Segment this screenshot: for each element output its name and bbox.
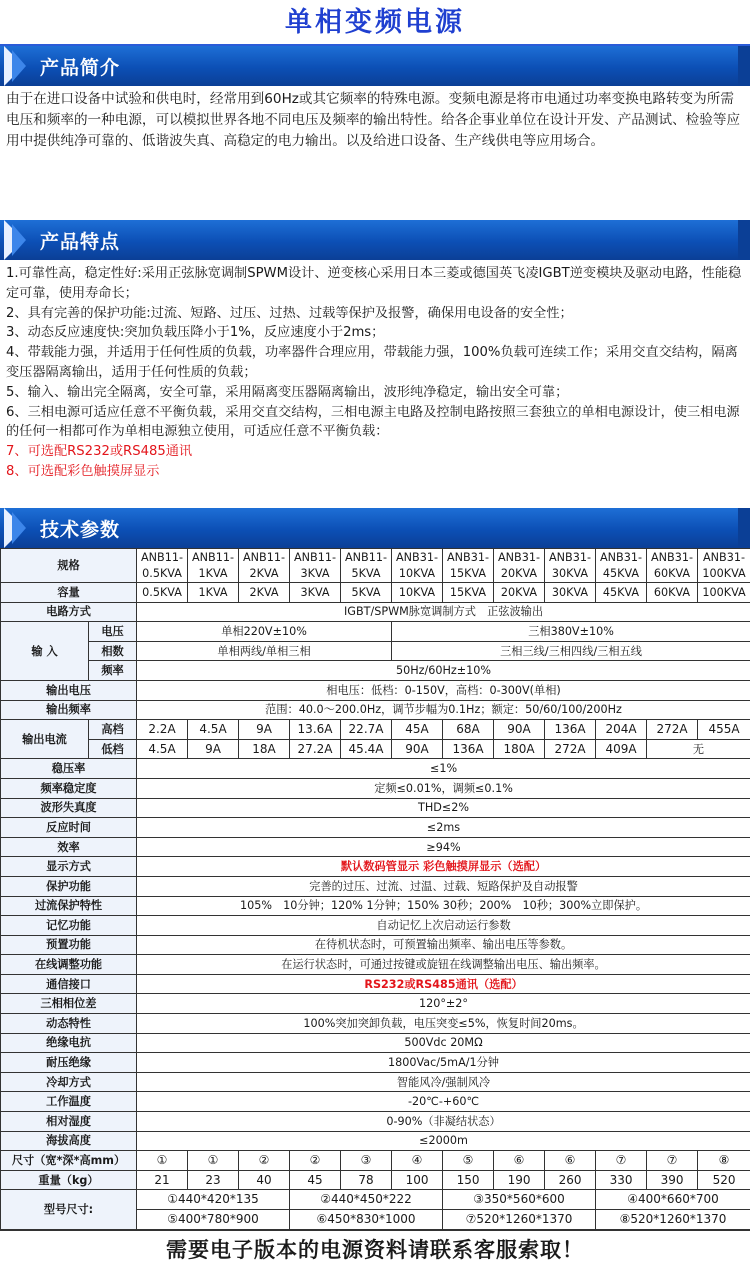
row-label: 海拔高度 <box>1 1131 137 1151</box>
current-cell: 45A <box>392 720 443 740</box>
table-row <box>1 1170 750 1190</box>
current-cell: 2.2A <box>137 720 188 740</box>
table-row <box>1 622 750 642</box>
current-cell: 90A <box>494 720 545 740</box>
row-label: 反应时间 <box>1 818 137 838</box>
size-code-cell: ⑥ <box>545 1151 596 1171</box>
row-label: 记忆功能 <box>1 916 137 936</box>
size-code-cell: ① <box>137 1151 188 1171</box>
row-label: 效率 <box>1 837 137 857</box>
row-label: 规格 <box>1 549 137 583</box>
current-cell: 272A <box>647 720 698 740</box>
section-title: 产品简介 <box>40 53 120 80</box>
row-label: 相对湿度 <box>1 1112 137 1132</box>
capacity-cell: 10KVA <box>392 583 443 603</box>
weight-cell: 100 <box>392 1170 443 1190</box>
current-cell: 136A <box>545 720 596 740</box>
capacity-cell: 1KVA <box>188 583 239 603</box>
capacity-cell: 5KVA <box>341 583 392 603</box>
model-cell: ANB31-15KVA <box>443 549 494 583</box>
table-row <box>1 935 750 955</box>
table-row <box>1 896 750 916</box>
value-cell: 在运行状态时，可通过按键或旋钮在线调整输出电压、输出频率。 <box>137 955 750 975</box>
row-label: 冷却方式 <box>1 1072 137 1092</box>
current-cell: 4.5A <box>188 720 239 740</box>
size-code-cell: ④ <box>392 1151 443 1171</box>
weight-cell: 260 <box>545 1170 596 1190</box>
table-row <box>1 916 750 936</box>
table-row <box>1 1112 750 1132</box>
sub-label: 高档 <box>89 720 137 740</box>
value-cell: 默认数码管显示 彩色触摸屏显示（选配） <box>137 857 750 877</box>
current-cell: 409A <box>596 739 647 759</box>
capacity-cell: 30KVA <box>545 583 596 603</box>
table-row <box>1 1014 750 1034</box>
model-cell: ANB31-20KVA <box>494 549 545 583</box>
row-label: 波形失真度 <box>1 798 137 818</box>
value-cell: 100%突加突卸负载，电压突变≤5%，恢复时间20ms。 <box>137 1014 750 1034</box>
model-cell: ANB31-100KVA <box>698 549 750 583</box>
value-cell: IGBT/SPWM脉宽调制方式 正弦波输出 <box>137 602 750 622</box>
value-cell: ≥94% <box>137 837 750 857</box>
value-cell: 自动记忆上次启动运行参数 <box>137 916 750 936</box>
intro-text: 由于在进口设备中试验和供电时，经常用到60Hz或其它频率的特殊电源。变频电源是将市电通过功率变换电路转变为所需电压和频率的一种电源，可以模拟世界各地不同电压及频率的输出特性。给各企事业单位在设计开发、产品测试、检验等应用中提供纯净可靠的、低谐波失真、高稳定的电力输出。以及给进口设备、生产线供电等应用场合。 <box>0 86 750 220</box>
row-label: 输出电压 <box>1 680 137 700</box>
dimension-cell: ④400*660*700 <box>596 1190 750 1210</box>
row-label: 预置功能 <box>1 935 137 955</box>
section-title: 产品特点 <box>40 227 120 254</box>
row-label: 三相相位差 <box>1 994 137 1014</box>
value-cell: 智能风冷/强制风冷 <box>137 1072 750 1092</box>
size-code-cell: ⑥ <box>494 1151 545 1171</box>
table-row <box>1 739 750 759</box>
feature-item-optional: 7、可选配RS232或RS485通讯 <box>6 442 742 462</box>
features-list <box>0 260 750 508</box>
table-row <box>1 994 750 1014</box>
table-row <box>1 583 750 603</box>
size-code-cell: ② <box>239 1151 290 1171</box>
feature-item: 2、具有完善的保护功能:过流、短路、过压、过热、过载等保护及报警，确保用电设备的安全性； <box>6 304 742 324</box>
capacity-cell: 15KVA <box>443 583 494 603</box>
model-cell: ANB31-45KVA <box>596 549 647 583</box>
size-code-cell: ② <box>290 1151 341 1171</box>
chevron-right-icon <box>12 512 26 544</box>
value-cell: 0-90%（非凝结状态） <box>137 1112 750 1132</box>
capacity-cell: 2KVA <box>239 583 290 603</box>
value-cell: 单相两线/单相三相 <box>137 641 392 661</box>
section-header-spec <box>0 508 750 548</box>
page-title: 单相变频电源 <box>0 0 750 46</box>
row-label: 频率稳定度 <box>1 778 137 798</box>
row-label: 显示方式 <box>1 857 137 877</box>
row-label: 尺寸（宽*深*高mm） <box>1 1151 137 1171</box>
current-cell: 90A <box>392 739 443 759</box>
value-cell: 完善的过压、过流、过温、过载、短路保护及自动报警 <box>137 876 750 896</box>
size-code-cell: ③ <box>341 1151 392 1171</box>
row-label: 稳压率 <box>1 759 137 779</box>
dimension-cell: ③350*560*600 <box>443 1190 596 1210</box>
current-cell: 27.2A <box>290 739 341 759</box>
table-row <box>1 857 750 877</box>
current-cell: 272A <box>545 739 596 759</box>
table-row <box>1 1053 750 1073</box>
dimension-cell: ⑧520*1260*1370 <box>596 1210 750 1230</box>
row-label: 过流保护特性 <box>1 896 137 916</box>
current-cell: 9A <box>239 720 290 740</box>
current-cell: 45.4A <box>341 739 392 759</box>
table-row <box>1 798 750 818</box>
value-cell: 50Hz/60Hz±10% <box>137 661 750 681</box>
table-row <box>1 1151 750 1171</box>
weight-cell: 45 <box>290 1170 341 1190</box>
row-label: 通信接口 <box>1 974 137 994</box>
value-cell: 相电压：低档：0-150V，高档：0-300V(单相) <box>137 680 750 700</box>
model-cell: ANB11-1KVA <box>188 549 239 583</box>
table-row <box>1 759 750 779</box>
weight-cell: 190 <box>494 1170 545 1190</box>
weight-cell: 23 <box>188 1170 239 1190</box>
capacity-cell: 20KVA <box>494 583 545 603</box>
table-row <box>1 1190 750 1210</box>
table-row <box>1 661 750 681</box>
value-cell: 单相220V±10% <box>137 622 392 642</box>
weight-cell: 330 <box>596 1170 647 1190</box>
table-row <box>1 602 750 622</box>
dimension-cell: ⑥450*830*1000 <box>290 1210 443 1230</box>
feature-item: 4、带载能力强，并适用于任何性质的负载，功率器件合理应用，带载能力强，100%负载可连续工作；采用交直交结构，隔离变压器隔离输出，适用于任何性质的负载； <box>6 343 742 383</box>
weight-cell: 78 <box>341 1170 392 1190</box>
value-cell: 500Vdc 20MΩ <box>137 1033 750 1053</box>
current-cell: 无 <box>647 739 750 759</box>
value-cell: 120°±2° <box>137 994 750 1014</box>
model-cell: ANB11-5KVA <box>341 549 392 583</box>
section-title: 技术参数 <box>40 515 120 542</box>
table-row <box>1 1092 750 1112</box>
table-row <box>1 680 750 700</box>
current-cell: 455A <box>698 720 750 740</box>
value-cell: ≤1% <box>137 759 750 779</box>
size-code-cell: ① <box>188 1151 239 1171</box>
weight-cell: 520 <box>698 1170 750 1190</box>
current-cell: 18A <box>239 739 290 759</box>
weight-cell: 21 <box>137 1170 188 1190</box>
value-cell: 定频≤0.01%，调频≤0.1% <box>137 778 750 798</box>
row-label: 保护功能 <box>1 876 137 896</box>
model-cell: ANB11-0.5KVA <box>137 549 188 583</box>
feature-item-optional: 8、可选配彩色触摸屏显示 <box>6 462 742 482</box>
row-label: 重量（kg） <box>1 1170 137 1190</box>
table-row <box>1 818 750 838</box>
size-code-cell: ⑤ <box>443 1151 494 1171</box>
model-cell: ANB31-60KVA <box>647 549 698 583</box>
weight-cell: 390 <box>647 1170 698 1190</box>
value-cell: ≤2ms <box>137 818 750 838</box>
value-cell: THD≤2% <box>137 798 750 818</box>
table-row <box>1 876 750 896</box>
model-cell: ANB31-30KVA <box>545 549 596 583</box>
value-cell: 1800Vac/5mA/1分钟 <box>137 1053 750 1073</box>
section-header-intro <box>0 46 750 86</box>
row-label: 电路方式 <box>1 602 137 622</box>
capacity-cell: 60KVA <box>647 583 698 603</box>
value-cell: 三相380V±10% <box>392 622 750 642</box>
capacity-cell: 3KVA <box>290 583 341 603</box>
model-cell: ANB11-3KVA <box>290 549 341 583</box>
value-cell: 在待机状态时，可预置输出频率、输出电压等参数。 <box>137 935 750 955</box>
model-cell: ANB31-10KVA <box>392 549 443 583</box>
row-label: 输 入 <box>1 622 89 681</box>
value-cell: -20℃-+60℃ <box>137 1092 750 1112</box>
value-cell: ≤2000m <box>137 1131 750 1151</box>
current-cell: 9A <box>188 739 239 759</box>
size-code-cell: ⑦ <box>596 1151 647 1171</box>
row-label: 工作温度 <box>1 1092 137 1112</box>
table-row <box>1 1131 750 1151</box>
feature-item: 5、输入、输出完全隔离，安全可靠，采用隔离变压器隔离输出，波形纯净稳定，输出安全可靠； <box>6 383 742 403</box>
sub-label: 低档 <box>89 739 137 759</box>
current-cell: 22.7A <box>341 720 392 740</box>
current-cell: 204A <box>596 720 647 740</box>
row-label: 输出频率 <box>1 700 137 720</box>
table-row <box>1 837 750 857</box>
sub-label: 电压 <box>89 622 137 642</box>
current-cell: 4.5A <box>137 739 188 759</box>
capacity-cell: 100KVA <box>698 583 750 603</box>
value-cell: 三相三线/三相四线/三相五线 <box>392 641 750 661</box>
current-cell: 68A <box>443 720 494 740</box>
sub-label: 频率 <box>89 661 137 681</box>
sub-label: 相数 <box>89 641 137 661</box>
value-cell: 105% 10分钟；120% 1分钟；150% 30秒；200% 10秒；300%立即保护。 <box>137 896 750 916</box>
row-label: 绝缘电抗 <box>1 1033 137 1053</box>
dimension-cell: ①440*420*135 <box>137 1190 290 1210</box>
current-cell: 13.6A <box>290 720 341 740</box>
spec-table <box>0 548 750 1230</box>
size-code-cell: ⑦ <box>647 1151 698 1171</box>
row-label: 动态特性 <box>1 1014 137 1034</box>
weight-cell: 40 <box>239 1170 290 1190</box>
chevron-right-icon <box>12 50 26 82</box>
model-cell: ANB11-2KVA <box>239 549 290 583</box>
section-header-features <box>0 220 750 260</box>
dimension-cell: ⑦520*1260*1370 <box>443 1210 596 1230</box>
value-cell: 范围：40.0～200.0Hz，调节步幅为0.1Hz；额定：50/60/100/200Hz <box>137 700 750 720</box>
dimension-cell: ②440*450*222 <box>290 1190 443 1210</box>
current-cell: 136A <box>443 739 494 759</box>
row-label: 耐压绝缘 <box>1 1053 137 1073</box>
capacity-cell: 0.5KVA <box>137 583 188 603</box>
capacity-cell: 45KVA <box>596 583 647 603</box>
row-label: 型号尺寸: <box>1 1190 137 1229</box>
table-row <box>1 1033 750 1053</box>
table-row <box>1 720 750 740</box>
feature-item: 6、三相电源可适应任意不平衡负载，采用交直交结构，三相电源主电路及控制电路按照三套独立的单相电源设计，使三相电源的任何一相都可作为单相电源独立使用，可适应任意不平衡负载： <box>6 403 742 443</box>
value-cell: RS232或RS485通讯（选配） <box>137 974 750 994</box>
table-row <box>1 700 750 720</box>
row-label: 容量 <box>1 583 137 603</box>
table-row <box>1 641 750 661</box>
feature-item: 1.可靠性高，稳定性好:采用正弦脉宽调制SPWM设计、逆变核心采用日本三菱或德国英飞凌IGBT逆变模块及驱动电路，性能稳定可靠，使用寿命长； <box>6 264 742 304</box>
table-row <box>1 549 750 583</box>
current-cell: 180A <box>494 739 545 759</box>
size-code-cell: ⑧ <box>698 1151 750 1171</box>
table-row <box>1 974 750 994</box>
dimension-cell: ⑤400*780*900 <box>137 1210 290 1230</box>
table-row <box>1 1072 750 1092</box>
table-row <box>1 778 750 798</box>
footer-note: 需要电子版本的电源资料请联系客服索取！ <box>0 1230 750 1268</box>
row-label: 在线调整功能 <box>1 955 137 975</box>
row-label: 输出电流 <box>1 720 89 759</box>
feature-item: 3、动态反应速度快:突加负载压降小于1%，反应速度小于2ms； <box>6 323 742 343</box>
table-row <box>1 955 750 975</box>
chevron-right-icon <box>12 224 26 256</box>
weight-cell: 150 <box>443 1170 494 1190</box>
